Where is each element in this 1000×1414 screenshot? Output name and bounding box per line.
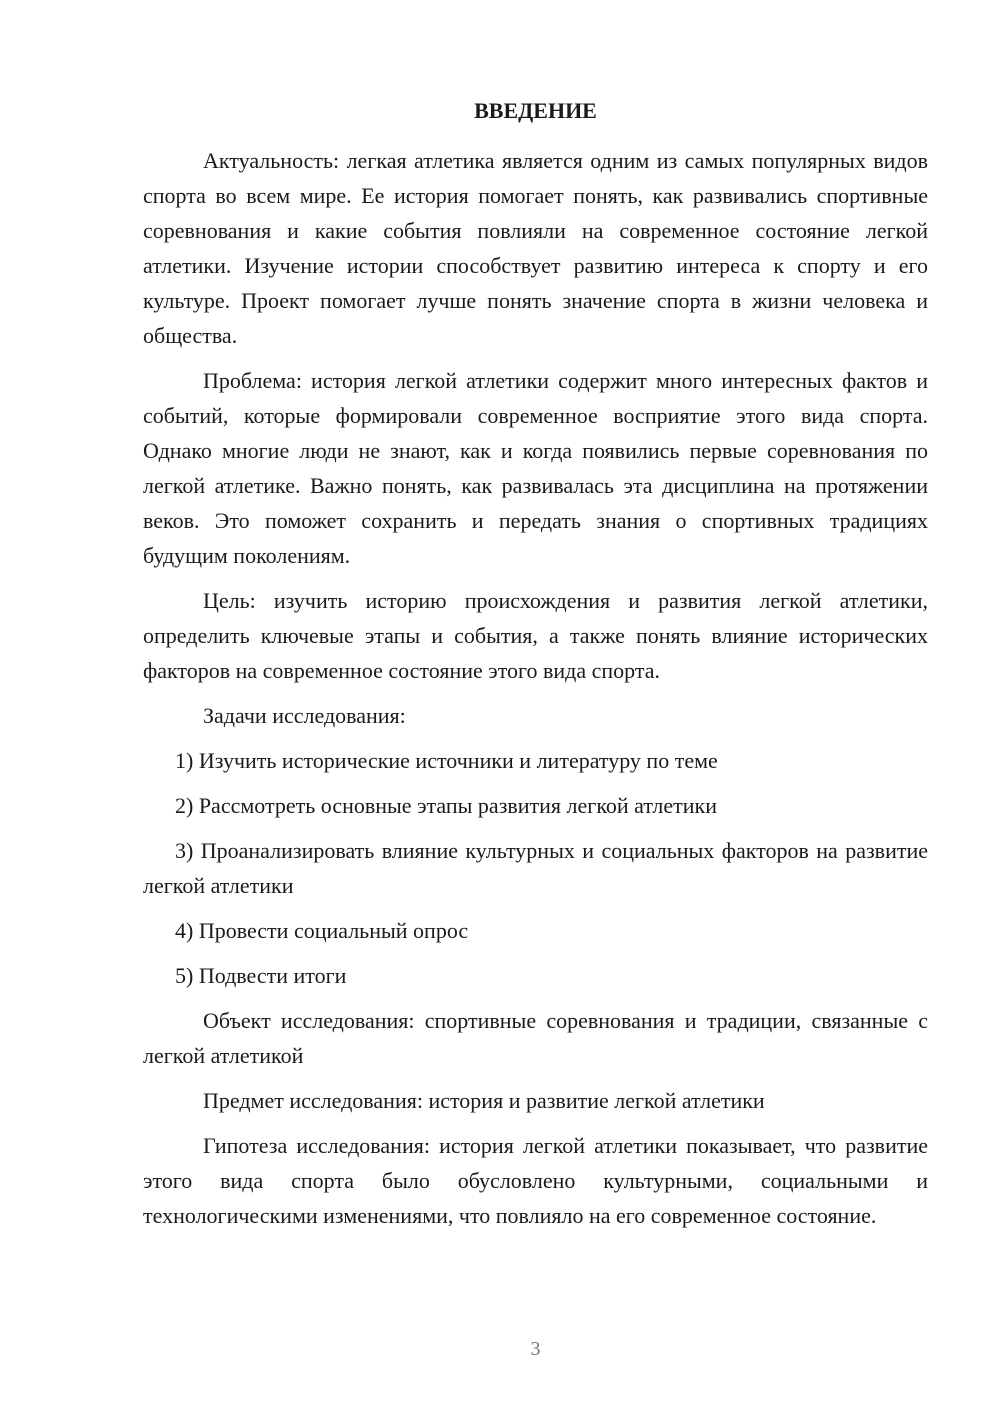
task-item: 2) Рассмотреть основные этапы развития легкой атлетики (175, 793, 718, 818)
page-number: 3 (530, 1338, 541, 1360)
tasks-heading: Задачи исследования: (203, 703, 406, 728)
subject-paragraph: Предмет исследования: история и развитие легкой атлетики (203, 1088, 765, 1113)
task-item: 4) Провести социальный опрос (175, 918, 469, 943)
task-item: 3) Проанализировать влияние культурных и социальных факторов на развитие легкой атлетики (143, 838, 928, 898)
hypothesis-paragraph: Гипотеза исследования: история легкой атлетики показывает, что развитие этого вида спорта было обусловлено культурными, социальными и технологическими изменениями, что повлияло на его современное состояние. (143, 1133, 928, 1228)
document-body (143, 143, 928, 1233)
relevance-paragraph: Актуальность: легкая атлетика является одним из самых популярных видов спорта во всем мире. Ее история помогает понять, как развивались спортивные соревнования и какие события повлияли на современное состояние легкой атлетики. Изучение истории способствует развитию интереса к спорту и его культуре. Проект помогает лучше понять значение спорта в жизни человека и общества. (143, 148, 928, 348)
section-heading: ВВЕДЕНИЕ (474, 98, 597, 123)
problem-paragraph: Проблема: история легкой атлетики содержит много интересных фактов и событий, которые формировали современное восприятие этого вида спорта. Однако многие люди не знают, как и когда появились первые соревнования по легкой атлетике. Важно понять, как развивалась эта дисциплина на протяжении веков. Это поможет сохранить и передать знания о спортивных традициях будущим поколениям. (143, 368, 928, 568)
goal-paragraph: Цель: изучить историю происхождения и развития легкой атлетики, определить ключевые этапы и события, а также понять влияние исторических факторов на современное состояние этого вида спорта. (143, 588, 928, 683)
task-item: 1) Изучить исторические источники и литературу по теме (175, 748, 718, 773)
task-item: 5) Подвести итоги (175, 963, 347, 988)
object-paragraph: Объект исследования: спортивные соревнования и традиции, связанные с легкой атлетикой (143, 1008, 928, 1068)
